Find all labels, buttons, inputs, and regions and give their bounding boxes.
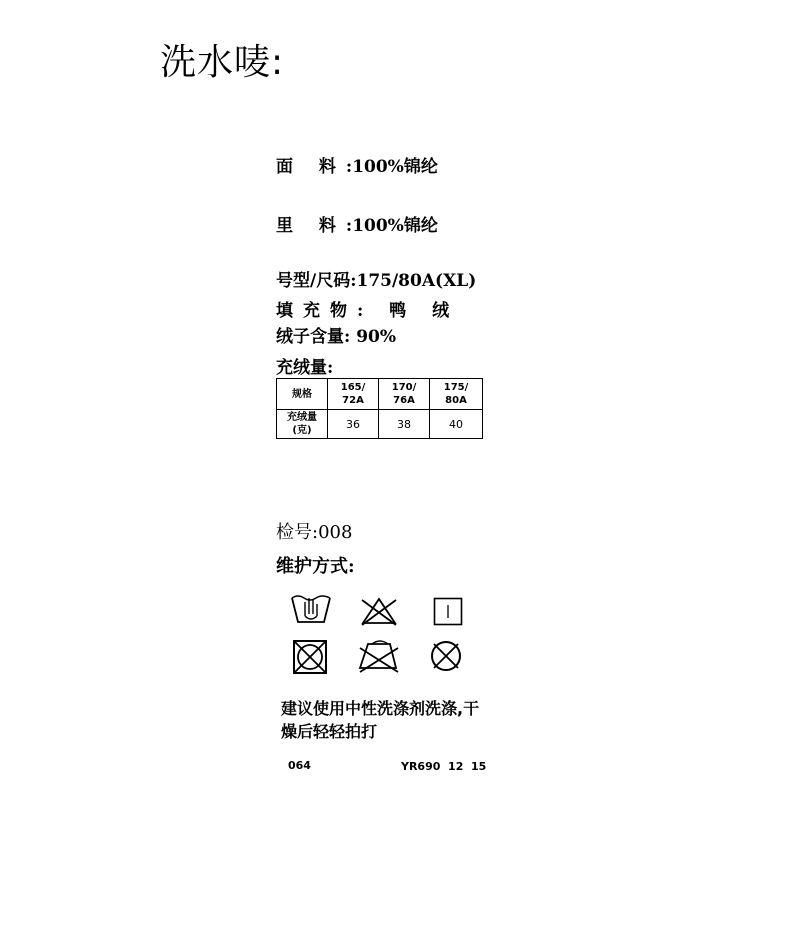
filling-label: 填充物: [276, 301, 357, 321]
table-header-row: [277, 379, 483, 410]
lining-fabric-line: [276, 211, 438, 236]
table-header-cell: 165/ 72A: [328, 379, 379, 410]
shell-fabric-label: 面 料: [276, 157, 346, 177]
care-note: 建议使用中性洗涤剂洗涤,干燥后轻轻拍打: [281, 699, 480, 741]
shell-fabric-value: :100%锦纶: [345, 157, 438, 177]
label-title: 洗水唛:: [160, 42, 285, 83]
size-line: 号型/尺码:175/80A(XL): [276, 271, 477, 291]
inspection-number: 检号:008: [276, 522, 353, 543]
fill-amount-table: [276, 378, 483, 439]
table-row: [277, 410, 483, 439]
table-header-cell: 规格: [277, 379, 328, 410]
footer-left-code: 064: [288, 759, 311, 772]
lining-fabric-label: 里 料: [276, 216, 346, 236]
table-cell: 40: [430, 410, 483, 439]
table-header-cell: 175/ 80A: [430, 379, 483, 410]
care-title: 维护方式:: [276, 556, 355, 577]
table-cell: 36: [328, 410, 379, 439]
table-cell: 38: [379, 410, 430, 439]
filling-value: : 鸭 绒: [357, 301, 460, 321]
dry-flat-icon: [433, 597, 463, 626]
shell-fabric-line: [276, 152, 438, 177]
do-not-dry-clean-icon: [429, 639, 463, 673]
hand-wash-icon: [290, 592, 332, 624]
do-not-iron-icon: [358, 636, 400, 674]
fill-amount-label: 充绒量:: [276, 358, 334, 378]
table-row-label: 充绒量 (克): [277, 410, 328, 439]
footer-right-code: YR690 12 15: [401, 760, 487, 773]
lining-fabric-value: :100%锦纶: [345, 216, 438, 236]
do-not-tumble-dry-icon: [292, 639, 328, 675]
do-not-bleach-icon: [360, 596, 398, 626]
table-header-cell: 170/ 76A: [379, 379, 430, 410]
down-content-line: 绒子含量: 90%: [276, 327, 397, 347]
filling-line: [276, 296, 459, 321]
